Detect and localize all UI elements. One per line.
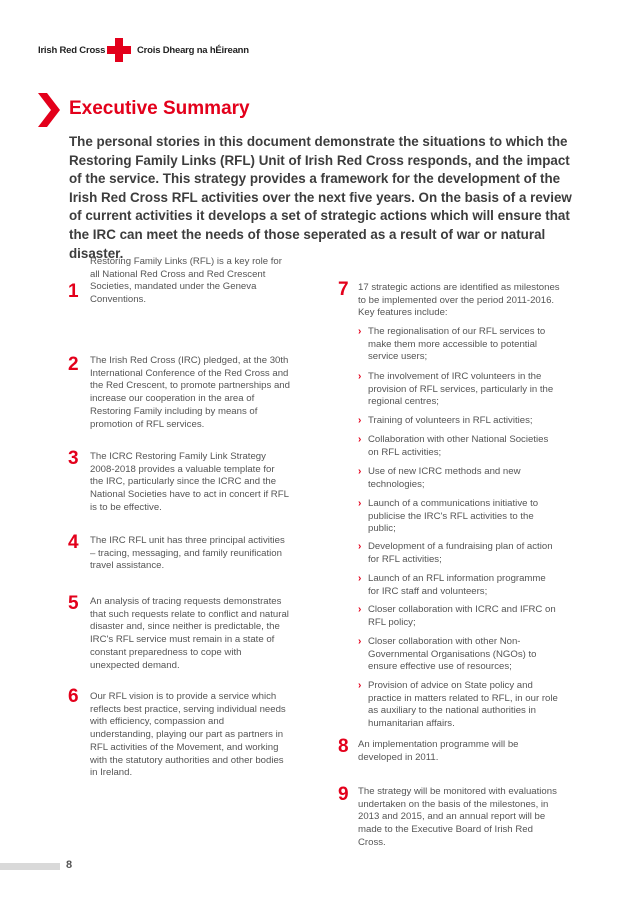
chevron-right-icon bbox=[38, 93, 60, 127]
footer-bar bbox=[0, 863, 60, 870]
point-text: The strategy will be monitored with evaluations undertaken on the basis of the milestones, in 2013 and 2015, and an annual report will be made to the Executive Board of Irish Red Cross. bbox=[358, 786, 557, 848]
point-number: 6 bbox=[68, 686, 79, 707]
logo-header bbox=[38, 38, 338, 62]
point-text: Restoring Family Links (RFL) is a key role for all National Red Cross and Red Crescent Societies, mandated under the Geneva Conventions. bbox=[90, 256, 282, 306]
bullet-chevron-icon: › bbox=[358, 498, 362, 509]
point-number: 9 bbox=[338, 784, 349, 805]
feature-item: Collaboration with other National Societies on RFL activities; bbox=[368, 434, 549, 458]
point-text: 17 strategic actions are identified as milestones to be implemented over the period 2011-2016. Key features include: bbox=[358, 282, 560, 319]
feature-item: Training of volunteers in RFL activities; bbox=[368, 415, 533, 426]
point-number: 2 bbox=[68, 354, 79, 375]
org-name-irish: Crois Dhearg na hÉireann bbox=[137, 45, 249, 56]
point-text: Our RFL vision is to provide a service which reflects best practice, serving individual needs with efficiency, compassion and understanding, playing our part as partners in RFL activities of the Movement, and working with the statutory authorities and other bodies in Ireland. bbox=[90, 691, 286, 779]
page-title: Executive Summary bbox=[69, 98, 250, 119]
bullet-chevron-icon: › bbox=[358, 415, 362, 426]
page-number: 8 bbox=[66, 859, 73, 871]
org-name-english: Irish Red Cross bbox=[38, 45, 106, 56]
point-number: 5 bbox=[68, 593, 79, 614]
point-text: The IRC RFL unit has three principal activities – tracing, messaging, and family reunification travel assistance. bbox=[90, 535, 285, 572]
bullet-chevron-icon: › bbox=[358, 680, 362, 691]
bullet-chevron-icon: › bbox=[358, 604, 362, 615]
bullet-chevron-icon: › bbox=[358, 636, 362, 647]
intro-paragraph: The personal stories in this document demonstrate the situations to which the Restoring Family Links (RFL) Unit of Irish Red Cross responds, and the impact of the service. This strategy provides a framework for the development of the Irish Red Cross RFL activities over the next five years. On the basis of a review of current activities it develops a set of strategic actions which will ensure that the IRC can meet the needs of those seperated as a result of war or natural disaster. bbox=[69, 134, 572, 261]
feature-item: Closer collaboration with other Non-Governmental Organisations (NGOs) to ensure effective use of resources; bbox=[368, 636, 537, 673]
point-number: 7 bbox=[338, 279, 349, 300]
bullet-chevron-icon: › bbox=[358, 466, 362, 477]
feature-item: Use of new ICRC methods and new technologies; bbox=[368, 466, 521, 490]
feature-item: Closer collaboration with ICRC and IFRC on RFL policy; bbox=[368, 604, 556, 628]
feature-item: Provision of advice on State policy and practice in matters related to RFL, in our role as auxiliary to the national authorities in humanitarian affairs. bbox=[368, 680, 558, 730]
bullet-chevron-icon: › bbox=[358, 541, 362, 552]
feature-item: The regionalisation of our RFL services to make them more accessible to potential service users; bbox=[368, 326, 546, 363]
feature-item: Launch of a communications initiative to publicise the IRC's RFL activities to the public; bbox=[368, 498, 539, 535]
point-text: The Irish Red Cross (IRC) pledged, at the 30th International Conference of the Red Cross and the Red Crescent, to promote partnerships and increase our cooperation in the area of Restoring Family including by means of promotion of RFL services. bbox=[90, 355, 290, 430]
point-number: 4 bbox=[68, 532, 79, 553]
point-number: 3 bbox=[68, 448, 79, 469]
bullet-chevron-icon: › bbox=[358, 326, 362, 337]
point-text: An implementation programme will be developed in 2011. bbox=[358, 739, 519, 763]
feature-item: The involvement of IRC volunteers in the provision of RFL services, particularly in the regional centres; bbox=[368, 371, 554, 408]
point-text: An analysis of tracing requests demonstrates that such requests relate to conflict and natural disaster and, since neither is predictable, the IRC's RFL service must remain in a state of constant preparedness to cope with unexpected demand. bbox=[90, 596, 289, 671]
red-cross-logo-icon bbox=[107, 38, 131, 62]
point-text: The ICRC Restoring Family Link Strategy 2008-2018 provides a valuable template for the IRC, particularly since the ICRC and the National Societies have to act in concert if RFL is to be effective. bbox=[90, 451, 289, 513]
feature-item: Development of a fundraising plan of action for RFL activities; bbox=[368, 541, 553, 565]
point-number: 1 bbox=[68, 281, 79, 302]
bullet-chevron-icon: › bbox=[358, 371, 362, 382]
feature-item: Launch of an RFL information programme for IRC staff and volunteers; bbox=[368, 573, 546, 597]
bullet-chevron-icon: › bbox=[358, 434, 362, 445]
point-number: 8 bbox=[338, 736, 349, 757]
bullet-chevron-icon: › bbox=[358, 573, 362, 584]
